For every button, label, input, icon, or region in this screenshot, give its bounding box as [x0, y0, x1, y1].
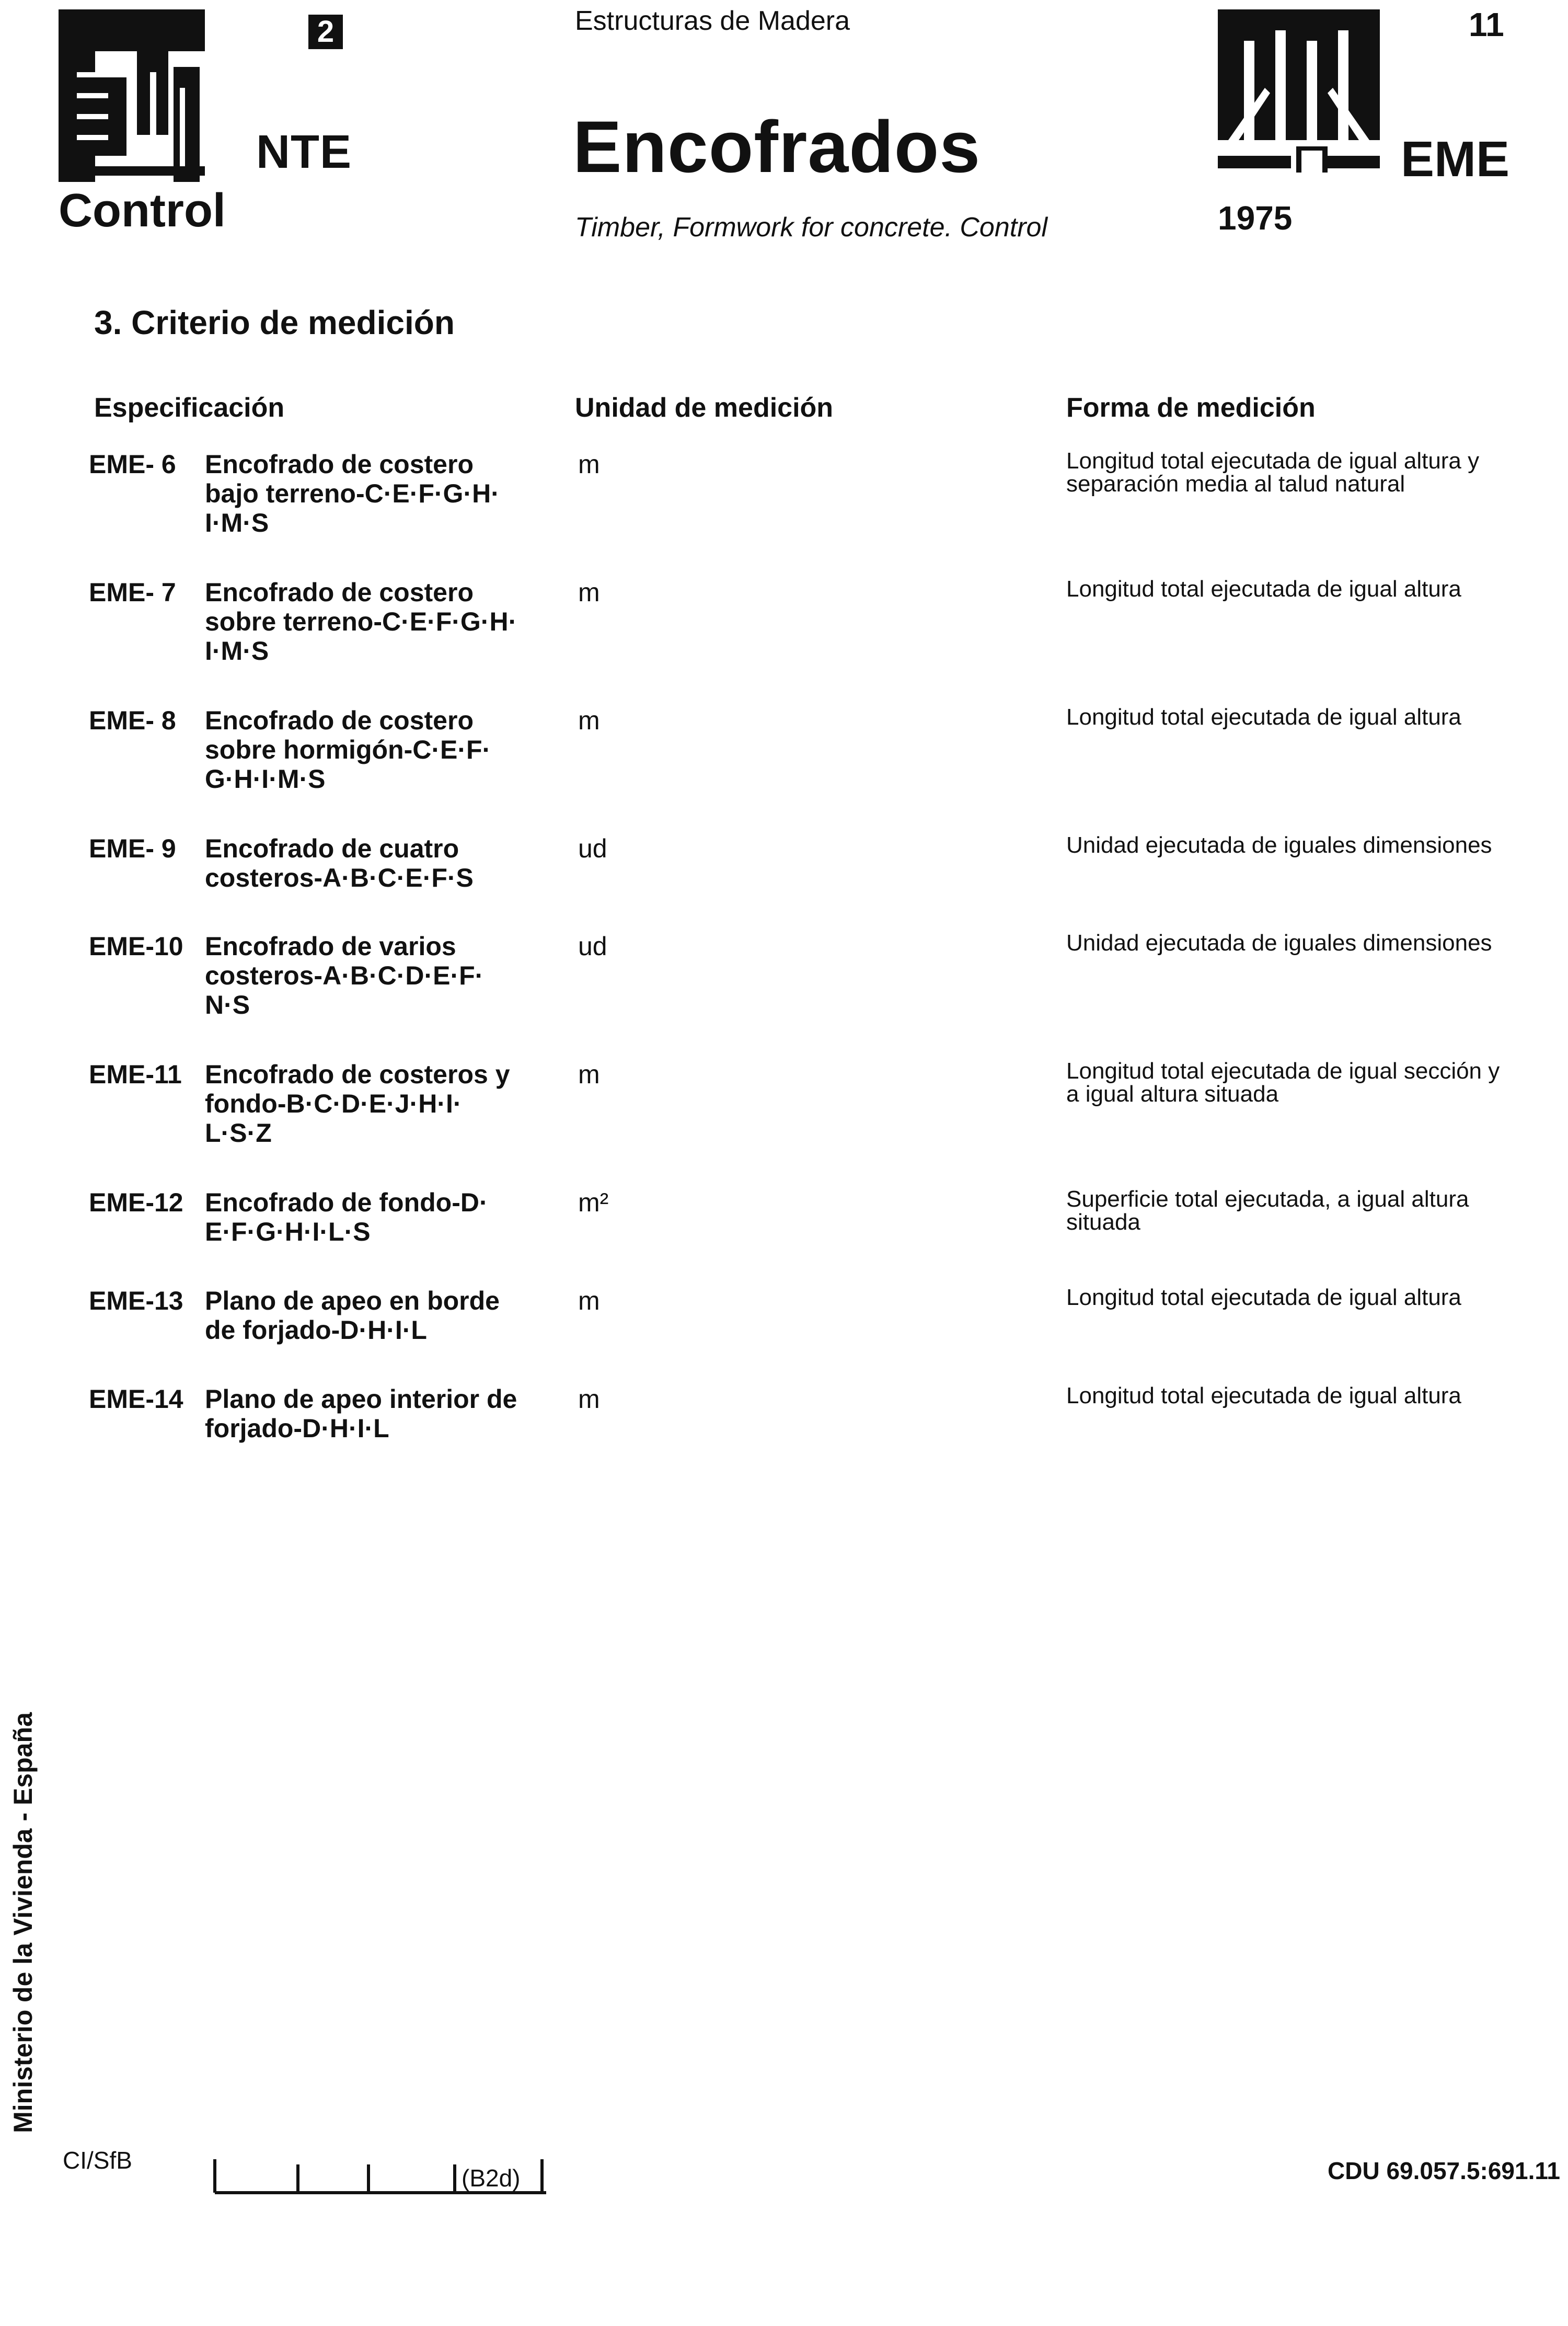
row-unit: ud [578, 932, 607, 961]
row-unit: m [578, 578, 600, 607]
nte-label: NTE [256, 126, 352, 178]
column-header-spec: Especificación [94, 393, 285, 423]
row-code: EME-11 [89, 1060, 182, 1089]
badge: 2 [308, 15, 343, 49]
row-unit: ud [578, 834, 607, 863]
row-unit: m [578, 1384, 600, 1414]
row-code: EME- 9 [89, 834, 176, 863]
row-measurement: Longitud total ejecutada de igual altura [1066, 1285, 1461, 1310]
row-description: Plano de apeo interior de forjado-D·H·I·L [205, 1384, 517, 1443]
row-description: Plano de apeo en borde de forjado-D·H·I·L [205, 1286, 500, 1345]
row-unit: m [578, 706, 600, 735]
sfb-classification-box [212, 2149, 546, 2196]
page-number: 11 [1469, 6, 1504, 43]
series-title: Estructuras de Madera [575, 6, 850, 36]
row-measurement: Longitud total ejecutada de igual altura [1066, 576, 1461, 602]
page-title: Encofrados [573, 106, 981, 188]
cisfb-label: CI/SfB [63, 2147, 132, 2174]
row-measurement: Longitud total ejecutada de igual sección y a igual altura situada [1066, 1058, 1500, 1107]
row-measurement: Unidad ejecutada de iguales dimensiones [1066, 930, 1492, 956]
row-code: EME-14 [89, 1384, 183, 1414]
row-measurement: Longitud total ejecutada de igual altura [1066, 1383, 1461, 1408]
row-description: Encofrado de varios costeros-A·B·C·D·E·F· N·S [205, 932, 484, 1019]
row-measurement: Longitud total ejecutada de igual altura y separación media al talud natural [1066, 448, 1480, 497]
row-description: Encofrado de cuatro costeros-A·B·C·E·F·S [205, 834, 474, 892]
row-code: EME-13 [89, 1286, 183, 1315]
row-description: Encofrado de costero sobre terreno-C·E·F·G·H· I·M·S [205, 578, 517, 666]
column-header-unit: Unidad de medición [575, 393, 834, 423]
row-measurement: Unidad ejecutada de iguales dimensiones [1066, 832, 1492, 858]
row-unit: m [578, 1060, 600, 1089]
row-code: EME- 8 [89, 706, 176, 735]
column-header-form: Forma de medición [1066, 393, 1316, 423]
row-unit: m² [578, 1188, 609, 1217]
page-subtitle: Timber, Formwork for concrete. Control [575, 212, 1048, 243]
section-title: 3. Criterio de medición [94, 304, 455, 341]
row-description: Encofrado de fondo-D· E·F·G·H·I·L·S [205, 1188, 488, 1246]
row-description: Encofrado de costeros y fondo-B·C·D·E·J·H·I· L·S·Z [205, 1060, 510, 1148]
row-measurement: Superficie total ejecutada, a igual altura situada [1066, 1186, 1469, 1235]
row-code: EME- 6 [89, 450, 176, 479]
cdu-code: CDU 69.057.5:691.11 [1328, 2157, 1560, 2184]
nte-control-logo [59, 9, 205, 182]
control-label: Control [59, 185, 226, 237]
formwork-logo [1218, 9, 1396, 182]
row-description: Encofrado de costero sobre hormigón-C·E·F· G·H·I·M·S [205, 706, 491, 794]
row-description: Encofrado de costero bajo terreno-C·E·F·G·H· I·M·S [205, 450, 500, 537]
row-code: EME-10 [89, 932, 183, 961]
row-code: EME-12 [89, 1188, 183, 1217]
year: 1975 [1218, 199, 1293, 237]
sfb-code: (B2d) [462, 2164, 521, 2192]
standard-code: EME [1401, 131, 1510, 187]
row-code: EME- 7 [89, 578, 176, 607]
row-unit: m [578, 1286, 600, 1315]
row-unit: m [578, 450, 600, 479]
ministry-label: Ministerio de la Vivienda - España [8, 1712, 38, 2133]
row-measurement: Longitud total ejecutada de igual altura [1066, 704, 1461, 730]
